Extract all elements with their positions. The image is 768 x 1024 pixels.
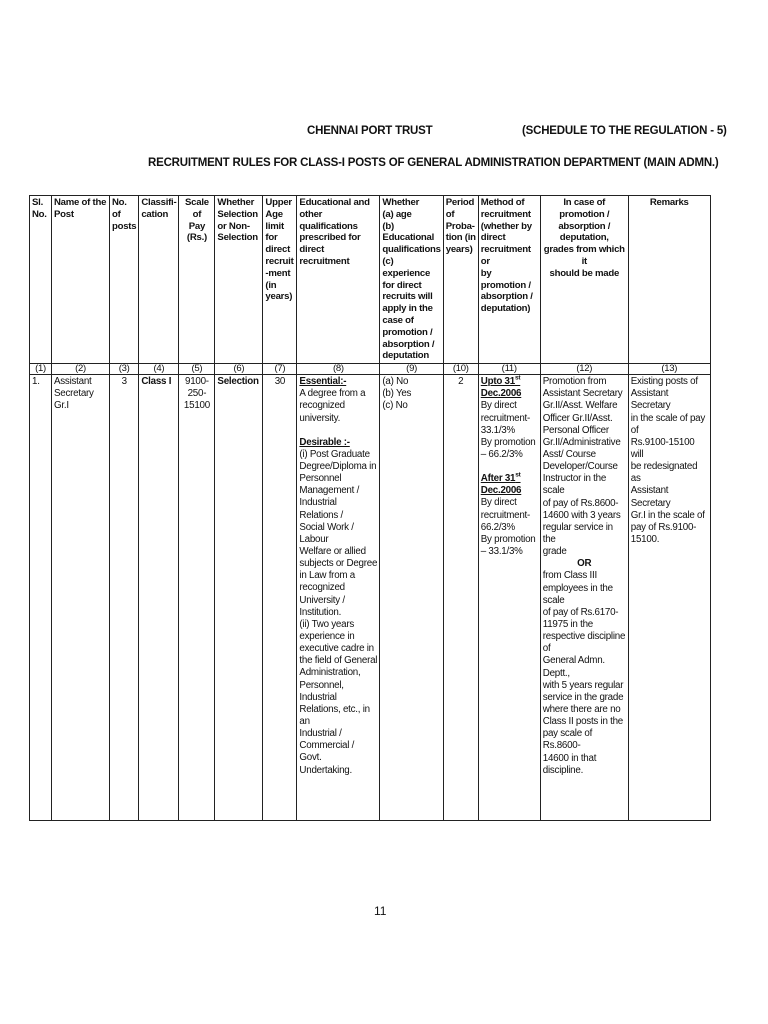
- column-number: (7): [263, 364, 297, 375]
- text-line: by promotion /: [480, 267, 531, 291]
- text-line: recruit: [265, 255, 294, 267]
- applicability-cell: [380, 375, 443, 821]
- text-line: absorption /: [480, 291, 533, 303]
- text-line: Whether: [217, 197, 255, 208]
- column-header: [263, 196, 297, 364]
- text-line: No.: [32, 208, 47, 220]
- text-line: (b) Educational: [382, 220, 435, 244]
- text-line: (b) Yes: [382, 388, 412, 400]
- text-line: service in the grade: [542, 691, 624, 703]
- organization-name: CHENNAI PORT TRUST: [307, 125, 433, 137]
- text-line: Post: [54, 208, 74, 220]
- text-line: By direct: [480, 497, 517, 509]
- text-line: regular service in the: [542, 521, 613, 545]
- text-line: 15100.: [630, 533, 660, 545]
- text-line: Pay: [188, 220, 206, 232]
- text-line: recruitment or: [480, 244, 531, 267]
- text-line: 250-: [187, 388, 207, 400]
- recruitment-rules-table: [29, 195, 711, 821]
- scale-of-pay-cell: [179, 375, 215, 821]
- probation-cell: 2: [443, 375, 478, 821]
- text-line: 11975 in the: [542, 618, 593, 630]
- text-line: Class II posts in the: [542, 716, 624, 728]
- column-number: (8): [297, 364, 380, 375]
- promotion-grades-cell: [540, 375, 628, 821]
- column-number: (11): [478, 364, 540, 375]
- text-line: Developer/Course: [542, 461, 618, 473]
- text-line: Sl.: [32, 197, 43, 208]
- column-header: [297, 196, 380, 364]
- text-line: Secretary Gr.I: [54, 388, 94, 412]
- schedule-reference: (SCHEDULE TO THE REGULATION - 5): [522, 125, 727, 137]
- text-line: Assistant: [54, 376, 92, 388]
- remarks-cell: [628, 375, 710, 821]
- text-line: Educational and other: [299, 197, 370, 220]
- text-line: (i) Post Graduate: [299, 448, 370, 460]
- text-line: apply in the: [382, 303, 433, 315]
- text-line: A degree from a: [299, 388, 366, 400]
- column-number-row: [30, 364, 711, 375]
- text-line: Gr.II/Administrative: [542, 436, 621, 448]
- upto-date: Dec.2006: [480, 388, 522, 400]
- text-line: years): [265, 291, 293, 303]
- after-heading: After 31st: [480, 471, 521, 485]
- text-line: employees in the scale: [542, 582, 613, 606]
- text-line: absorption / deputation,: [558, 220, 611, 244]
- text-line: executive cadre in: [299, 643, 374, 655]
- text-line: from Class III: [542, 570, 597, 582]
- column-header: [540, 196, 628, 364]
- text-line: grade: [542, 546, 567, 558]
- column-header: [52, 196, 110, 364]
- text-line: Whether: [382, 197, 420, 208]
- text-line: of: [445, 208, 455, 220]
- text-line: where there are no: [542, 703, 621, 715]
- text-line: Welfare or allied: [299, 545, 366, 557]
- upto-heading: Upto 31st: [480, 374, 521, 388]
- age-limit-cell: 30: [263, 375, 297, 821]
- text-line: limit: [265, 220, 284, 232]
- text-line: tion (in: [445, 232, 476, 244]
- desirable-heading: Desirable :-: [299, 436, 350, 448]
- text-line: Relations, etc., in an: [299, 703, 370, 727]
- text-line: Asst/ Course: [542, 449, 596, 460]
- column-number: (3): [110, 364, 139, 375]
- text-line: Method of: [480, 197, 525, 208]
- text-line: pay scale of Rs.8600-: [542, 728, 593, 752]
- text-line: (a) No: [382, 376, 409, 388]
- text-line: Degree/Diploma in: [299, 461, 377, 472]
- text-line: Promotion from: [542, 376, 607, 388]
- text-line: Remarks: [649, 197, 689, 208]
- after-date: Dec.2006: [480, 485, 522, 497]
- text-line: – 33.1/3%: [480, 545, 523, 557]
- column-number: (13): [628, 364, 710, 375]
- text-line: for direct: [382, 279, 422, 291]
- text-line: Age: [265, 208, 283, 220]
- column-number: (1): [30, 364, 52, 375]
- text-line: Name of the: [54, 197, 107, 208]
- upto-method-text: [481, 400, 538, 461]
- text-line: Officer Gr.II/Asst.: [542, 412, 613, 424]
- text-line: Period: [445, 197, 475, 208]
- text-line: 15100: [183, 400, 210, 412]
- text-line: Management /: [299, 485, 360, 497]
- text-line: (Rs.): [186, 232, 207, 244]
- text-line: – 66.2/3%: [480, 449, 523, 460]
- promotion-text: [543, 376, 626, 558]
- text-line: recognized: [299, 400, 345, 412]
- text-line: 66.2/3%: [480, 521, 515, 533]
- text-line: Upper: [265, 197, 292, 208]
- text-line: direct: [265, 244, 291, 256]
- text-line: Scale of: [185, 197, 209, 220]
- column-header: [30, 196, 52, 364]
- text-line: be redesignated as: [630, 461, 698, 485]
- sl-no-cell: 1.: [30, 375, 52, 821]
- text-line: prescribed for direct: [299, 232, 361, 256]
- essential-text: [299, 388, 377, 424]
- text-line: 9100-: [185, 376, 209, 388]
- column-number: (9): [380, 364, 443, 375]
- text-line: Assistant Secretary: [630, 485, 671, 509]
- text-line: recruitment: [480, 208, 531, 220]
- text-line: deputation): [480, 303, 531, 315]
- text-line: for: [265, 232, 278, 244]
- text-line: Industrial Relations /: [299, 497, 343, 521]
- text-line: Personnel: [299, 473, 342, 485]
- text-line: the field of General: [299, 655, 378, 667]
- column-header: [628, 196, 710, 364]
- text-line: Personnel, Industrial: [299, 679, 344, 703]
- selection-cell: Selection: [215, 375, 263, 821]
- text-line: Selection: [217, 208, 258, 220]
- method-cell: [478, 375, 540, 821]
- text-line: -ment: [265, 267, 291, 279]
- qualifications-cell: [297, 375, 380, 821]
- column-header: [380, 196, 443, 364]
- text-line: (a) age: [382, 208, 412, 220]
- text-line: of pay of Rs.8600-: [542, 497, 619, 509]
- text-line: By promotion: [480, 533, 536, 545]
- text-line: qualifications: [299, 220, 358, 232]
- text-line: By direct: [480, 400, 517, 412]
- text-line: 14600 in that: [542, 752, 597, 764]
- text-line: recruits will: [382, 291, 433, 303]
- text-line: Administration,: [299, 667, 361, 679]
- table-header-row: [30, 196, 711, 364]
- text-line: University /: [299, 594, 345, 606]
- text-line: grades from which it: [543, 244, 625, 267]
- text-line: of pay of Rs.6170-: [542, 606, 619, 618]
- text-line: Institution.: [299, 606, 342, 618]
- text-line: in Law from a: [299, 570, 355, 582]
- text-line: with 5 years regular: [542, 679, 624, 691]
- after-method-text: [481, 497, 538, 558]
- text-line: recognized: [299, 582, 345, 594]
- text-line: By promotion: [480, 436, 536, 448]
- document-title: RECRUITMENT RULES FOR CLASS-I POSTS OF GENERAL ADMINISTRATION DEPARTMENT (MAIN ADMN.): [148, 157, 719, 169]
- desirable-text: [299, 449, 377, 777]
- text-line: university.: [299, 412, 341, 424]
- text-line: Undertaking.: [299, 764, 352, 776]
- table-row: [30, 375, 711, 821]
- column-header: [478, 196, 540, 364]
- text-line: (in: [265, 279, 277, 291]
- class-iii-text: [543, 570, 626, 776]
- text-line: case of: [382, 314, 414, 326]
- text-line: Assistant Secretary: [542, 388, 623, 400]
- text-line: (whether by: [480, 220, 532, 232]
- text-line: should be made: [549, 267, 620, 279]
- text-line: or Non-: [217, 220, 250, 232]
- text-line: posts: [112, 220, 137, 232]
- text-line: direct: [480, 232, 506, 244]
- column-number: (2): [52, 364, 110, 375]
- column-header: [215, 196, 263, 364]
- text-line: promotion /: [382, 326, 433, 338]
- text-line: Industrial /: [299, 728, 342, 740]
- text-line: respective discipline of: [542, 631, 626, 655]
- essential-heading: Essential:-: [299, 376, 347, 388]
- text-line: in the scale of pay of: [630, 412, 705, 436]
- text-line: recruitment-: [480, 412, 531, 424]
- text-line: (ii) Two years: [299, 618, 354, 630]
- text-line: pay of Rs.9100-: [630, 521, 697, 533]
- column-header: [179, 196, 215, 364]
- column-header: [139, 196, 179, 364]
- column-number: (12): [540, 364, 628, 375]
- text-line: (c) experience: [382, 255, 431, 279]
- text-line: (c) No: [382, 400, 408, 412]
- text-line: discipline.: [542, 764, 584, 776]
- text-line: years): [445, 244, 473, 256]
- classification-cell: Class I: [139, 375, 179, 821]
- text-line: Rs.9100-15100 will: [630, 436, 695, 460]
- text-line: 33.1/3%: [480, 424, 515, 436]
- column-number: (4): [139, 364, 179, 375]
- text-line: No. of: [112, 197, 127, 220]
- text-line: General Admn. Deptt.,: [542, 655, 605, 679]
- column-header: [443, 196, 478, 364]
- num-posts-cell: 3: [110, 375, 139, 821]
- text-line: Selection: [217, 232, 258, 244]
- or-separator: OR: [577, 558, 592, 570]
- text-line: Personal Officer: [542, 424, 609, 436]
- text-line: Existing posts of: [630, 376, 698, 388]
- text-line: recruitment: [299, 255, 350, 267]
- post-name-cell: [52, 375, 110, 821]
- text-line: experience in: [299, 630, 355, 642]
- text-line: Gr.I in the scale of: [630, 509, 705, 521]
- text-line: Proba-: [445, 220, 475, 232]
- text-line: Commercial / Govt.: [299, 740, 355, 764]
- text-line: subjects or Degree: [299, 558, 378, 570]
- text-line: In case of promotion /: [559, 197, 610, 220]
- text-line: 14600 with 3 years: [542, 509, 621, 521]
- text-line: recruitment-: [480, 509, 531, 521]
- text-line: qualifications: [382, 244, 441, 256]
- text-line: Social Work / Labour: [299, 521, 354, 545]
- column-number: (6): [215, 364, 263, 375]
- column-number: (5): [179, 364, 215, 375]
- text-line: Classifi-: [141, 197, 177, 208]
- text-line: Gr.II/Asst. Welfare: [542, 400, 618, 412]
- column-header: [110, 196, 139, 364]
- text-line: Instructor in the scale: [542, 473, 607, 497]
- text-line: Assistant Secretary: [630, 388, 671, 412]
- text-line: absorption /: [382, 338, 435, 350]
- text-line: deputation: [382, 350, 429, 362]
- page-number: 11: [374, 904, 387, 918]
- text-line: cation: [141, 208, 169, 220]
- column-number: (10): [443, 364, 478, 375]
